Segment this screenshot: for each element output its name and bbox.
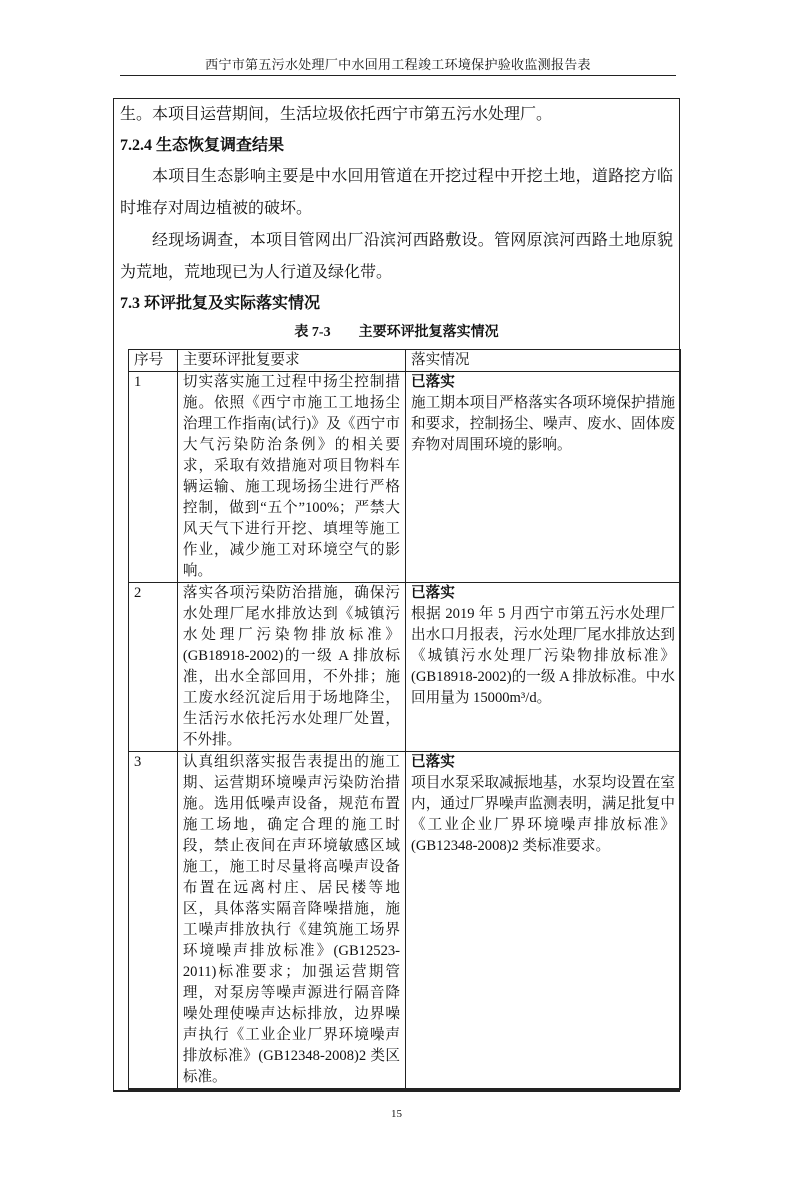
status-label: 已落实: [411, 585, 455, 601]
paragraph-continuation: 生。本项目运营期间，生活垃圾依托西宁市第五污水处理厂。: [120, 106, 553, 123]
status-detail: 根据 2019 年 5 月西宁市第五污水处理厂出水口月报表，污水处理厂尾水排放达到《城镇污水处理厂污染物排放标准》(GB18918-2002)的一级 A 排放标准。中水回用量为 15000m³/d。: [411, 606, 675, 706]
section-heading-7-2-4: 7.2.4 生态恢复调查结果: [120, 137, 285, 154]
paragraph-ecology-impact: 本项目生态影响主要是中水回用管道在开挖过程中开挖土地，道路挖方临时堆存对周边植被的破坏。: [120, 168, 673, 217]
row-no: 3: [129, 752, 178, 1090]
paragraph-site-survey: 经现场调查，本项目管网出厂沿滨河西路敷设。管网原滨河西路土地原貌为荒地，荒地现已为人行道及绿化带。: [120, 232, 673, 281]
page-number: 15: [391, 1108, 402, 1120]
content-frame: [113, 98, 680, 1092]
table-row: [129, 372, 681, 583]
row-status-cell: [406, 372, 681, 583]
row-status-cell: [406, 583, 681, 752]
header-status: 落实情况: [406, 350, 681, 372]
row-requirement: 落实各项污染防治措施，确保污水处理厂尾水排放达到《城镇污水处理厂污染物排放标准》(GB18918-2002)的一级 A 排放标准，出水全部回用，不外排；施工废水经沉淀后用于场地降尘，生活污水依托污水处理厂处置，不外排。: [177, 583, 405, 752]
row-requirement: 认真组织落实报告表提出的施工期、运营期环境噪声污染防治措施。选用低噪声设备，规范布置施工场地，确定合理的施工时段，禁止夜间在声环境敏感区域施工，施工时尽量将高噪声设备布置在远离村庄、居民楼等地区，具体落实隔音降噪措施，施工噪声排放执行《建筑施工场界环境噪声排放标准》(GB12523-2011)标准要求；加强运营期管理，对泵房等噪声源进行隔音降噪处理使噪声达标排放，边界噪声执行《工业企业厂界环境噪声排放标准》(GB12348-2008)2 类区标准。: [177, 752, 405, 1090]
header-requirement: 主要环评批复要求: [177, 350, 405, 372]
section-heading-7-3: 7.3 环评批复及实际落实情况: [120, 295, 321, 312]
status-detail: 施工期本项目严格落实各项环境保护措施和要求，控制扬尘、噪声、废水、固体废弃物对周围环境的影响。: [411, 395, 675, 453]
status-label: 已落实: [411, 754, 455, 770]
table-row: [129, 583, 681, 752]
header-no: 序号: [129, 350, 178, 372]
table-header-row: [129, 350, 681, 372]
row-no: 1: [129, 372, 178, 583]
row-requirement: 切实落实施工过程中扬尘控制措施。依照《西宁市施工工地扬尘治理工作指南(试行)》及《西宁市大气污染防治条例》的相关要求，采取有效措施对项目物料车辆运输、施工现场扬尘进行严格控制，做到“五个”100%；严禁大风天气下进行开挖、填埋等施工作业，减少施工对环境空气的影响。: [177, 372, 405, 583]
table-caption: 表 7-3 主要环评批复落实情况: [294, 325, 499, 340]
row-status-cell: [406, 752, 681, 1090]
status-label: 已落实: [411, 374, 455, 390]
row-no: 2: [129, 583, 178, 752]
running-header: 西宁市第五污水处理厂中水回用工程竣工环境保护验收监测报告表: [120, 56, 676, 76]
approval-table: [128, 349, 681, 1090]
table-row: [129, 752, 681, 1090]
status-detail: 项目水泵采取减振地基，水泵均设置在室内，通过厂界噪声监测表明，满足批复中《工业企业厂界环境噪声排放标准》(GB12348-2008)2 类标准要求。: [411, 775, 675, 854]
